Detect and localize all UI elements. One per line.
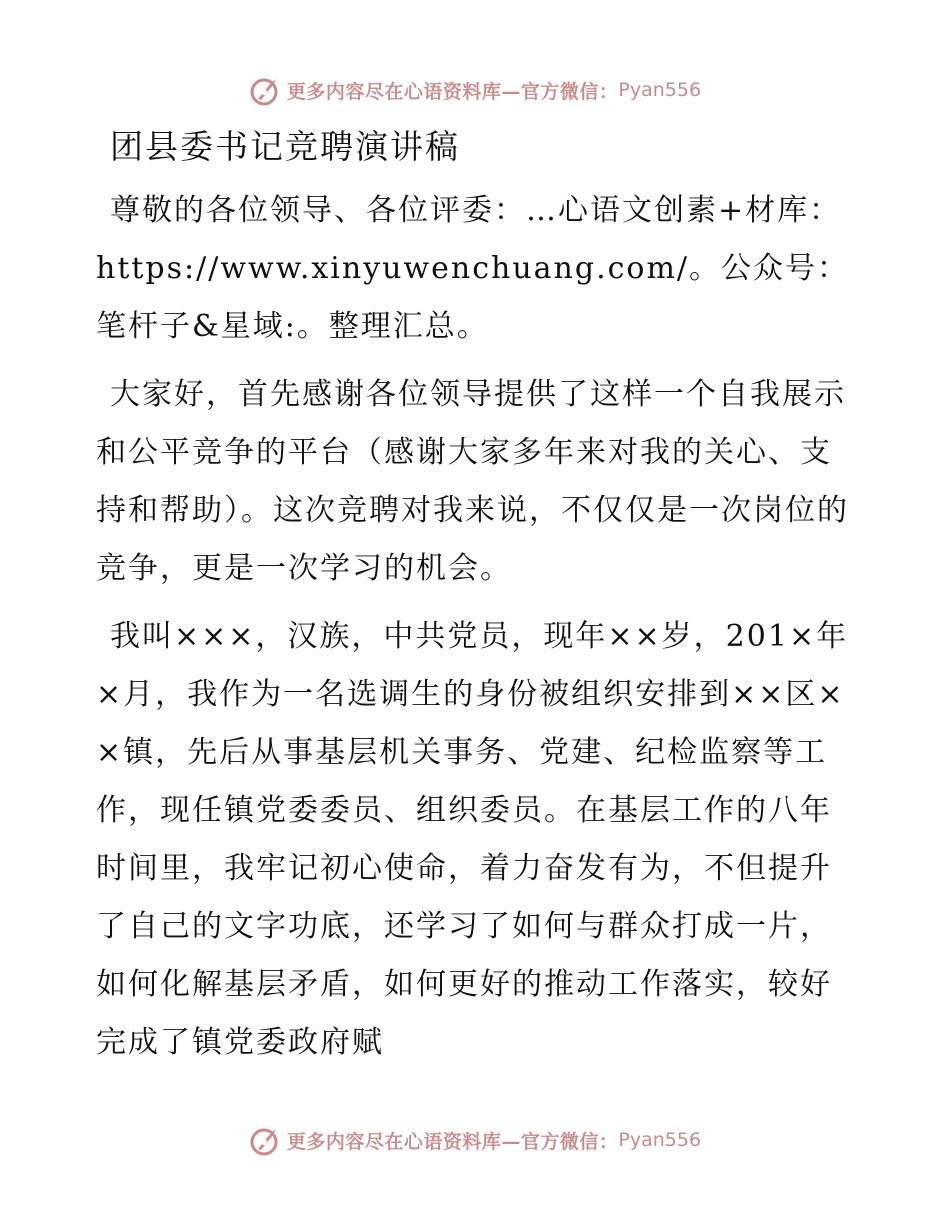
- document-title: 团县委书记竞聘演讲稿: [110, 127, 460, 166]
- watermark-contact: Pyan556: [618, 79, 702, 101]
- watermark-contact: Pyan556: [618, 1129, 702, 1151]
- pen-nib-logo-icon: [249, 73, 283, 107]
- paragraph-background: 我叫×××，汉族，中共党员，现年××岁，201×年×月，我作为一名选调生的身份被组织安排到××区××镇，先后从事基层机关事务、党建、纪检监察等工作，现任镇党委委员、组织委员。在基层工作的八年时间里，我牢记初心使命，着力奋发有为，不但提升了自己的文字功底，还学习了如何与群众打成一片，如何化解基层矛盾，如何更好的推动工作落实，较好完成了镇党委政府赋: [96, 619, 849, 1060]
- paragraph-greeting: 尊敬的各位领导、各位评委：…心语文创素+材库：https://www.xinyuwenchuang.com/。公众号：笔杆子&星域:。整理汇总。: [96, 193, 850, 344]
- footer-watermark: [0, 1120, 950, 1160]
- watermark-text: 更多内容尽在心语资料库—官方微信：: [286, 1130, 619, 1153]
- pen-nib-logo-icon: [249, 1123, 283, 1157]
- document-body: [96, 118, 856, 1082]
- header-watermark: [0, 70, 950, 110]
- watermark-text: 更多内容尽在心语资料库—官方微信：: [286, 80, 619, 103]
- paragraph-intro: 大家好，首先感谢各位领导提供了这样一个自我展示和公平竞争的平台（感谢大家多年来对我的关心、支持和帮助）。这次竞聘对我来说，不仅仅是一次岗位的竞争，更是一次学习的机会。: [96, 377, 849, 586]
